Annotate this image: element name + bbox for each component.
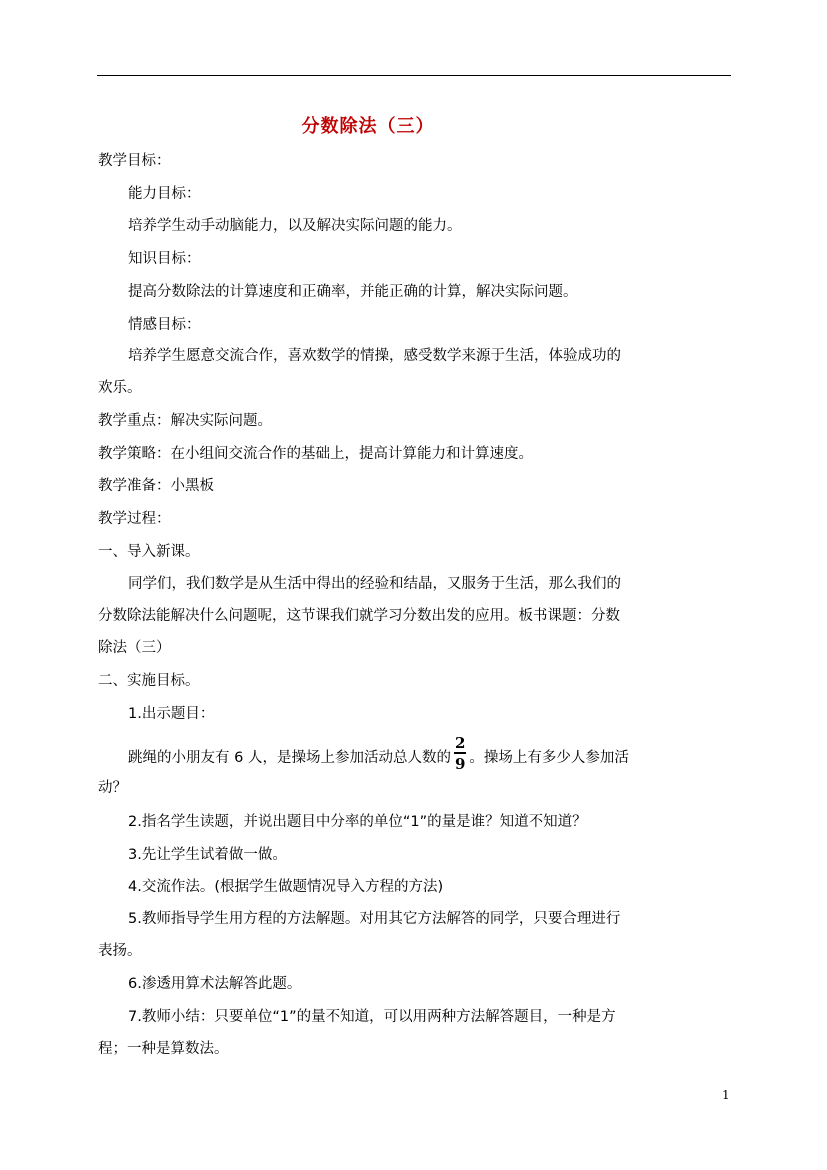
text-line: 培养学生动手动脑能力，以及解决实际问题的能力。: [128, 218, 462, 234]
text-line: 表扬。: [98, 943, 142, 959]
text-line: 6.渗透用算术法解答此题。: [128, 976, 302, 992]
text-line: 程；一种是算数法。: [98, 1041, 229, 1057]
text-line: 教学准备：小黑板: [98, 478, 214, 494]
text-line: 教学过程：: [98, 511, 171, 527]
fraction-numerator: 2: [454, 734, 466, 752]
text-line: 教学目标：: [98, 153, 171, 169]
fraction: [454, 736, 466, 772]
page-number: 1: [722, 1088, 730, 1102]
text-line: 4.交流作法。(根据学生做题情况导入方程的方法): [128, 879, 444, 895]
text-line: 动？: [98, 780, 127, 796]
text-line: 3.先让学生试着做一做。: [128, 847, 287, 863]
text-line: 情感目标：: [128, 317, 201, 333]
text-line: 除法（三）: [98, 640, 171, 656]
text-line: 提高分数除法的计算速度和正确率，并能正确的计算，解决实际问题。: [128, 284, 578, 300]
text-line: 培养学生愿意交流合作，喜欢数学的情操，感受数学来源于生活，体验成功的: [128, 348, 621, 364]
text-line: 教学重点：解决实际问题。: [98, 413, 272, 429]
text-line: 能力目标：: [128, 186, 201, 202]
text-line: 一、导入新课。: [98, 544, 200, 560]
text-line: 欢乐。: [98, 380, 142, 396]
header-rule: [97, 75, 731, 76]
problem-text-start: 跳绳的小朋友有 6 人，是操场上参加活动总人数的: [128, 750, 451, 766]
fraction-denominator: 9: [454, 755, 466, 773]
text-line: 分数除法能解决什么问题呢，这节课我们就学习分数出发的应用。板书课题：分数: [98, 608, 620, 624]
text-line: 7.教师小结：只要单位“1”的量不知道，可以用两种方法解答题目，一种是方: [128, 1009, 616, 1025]
text-line: 5.教师指导学生用方程的方法解题。对用其它方法解答的同学，只要合理进行: [128, 911, 621, 927]
page-title: 分数除法（三）: [301, 116, 435, 137]
text-line: 同学们，我们数学是从生活中得出的经验和结晶，又服务于生活，那么我们的: [128, 576, 621, 592]
text-line: 二、实施目标。: [98, 673, 200, 689]
problem-line: [128, 734, 629, 776]
text-line: 1.出示题目：: [128, 706, 215, 722]
text-line: 2.指名学生读题，并说出题目中分率的单位“1”的量是谁？知道不知道？: [128, 814, 587, 830]
text-line: 教学策略：在小组间交流合作的基础上，提高计算能力和计算速度。: [98, 446, 533, 462]
text-line: 知识目标：: [128, 251, 201, 267]
problem-text-end: 。操场上有多少人参加活: [469, 750, 629, 766]
